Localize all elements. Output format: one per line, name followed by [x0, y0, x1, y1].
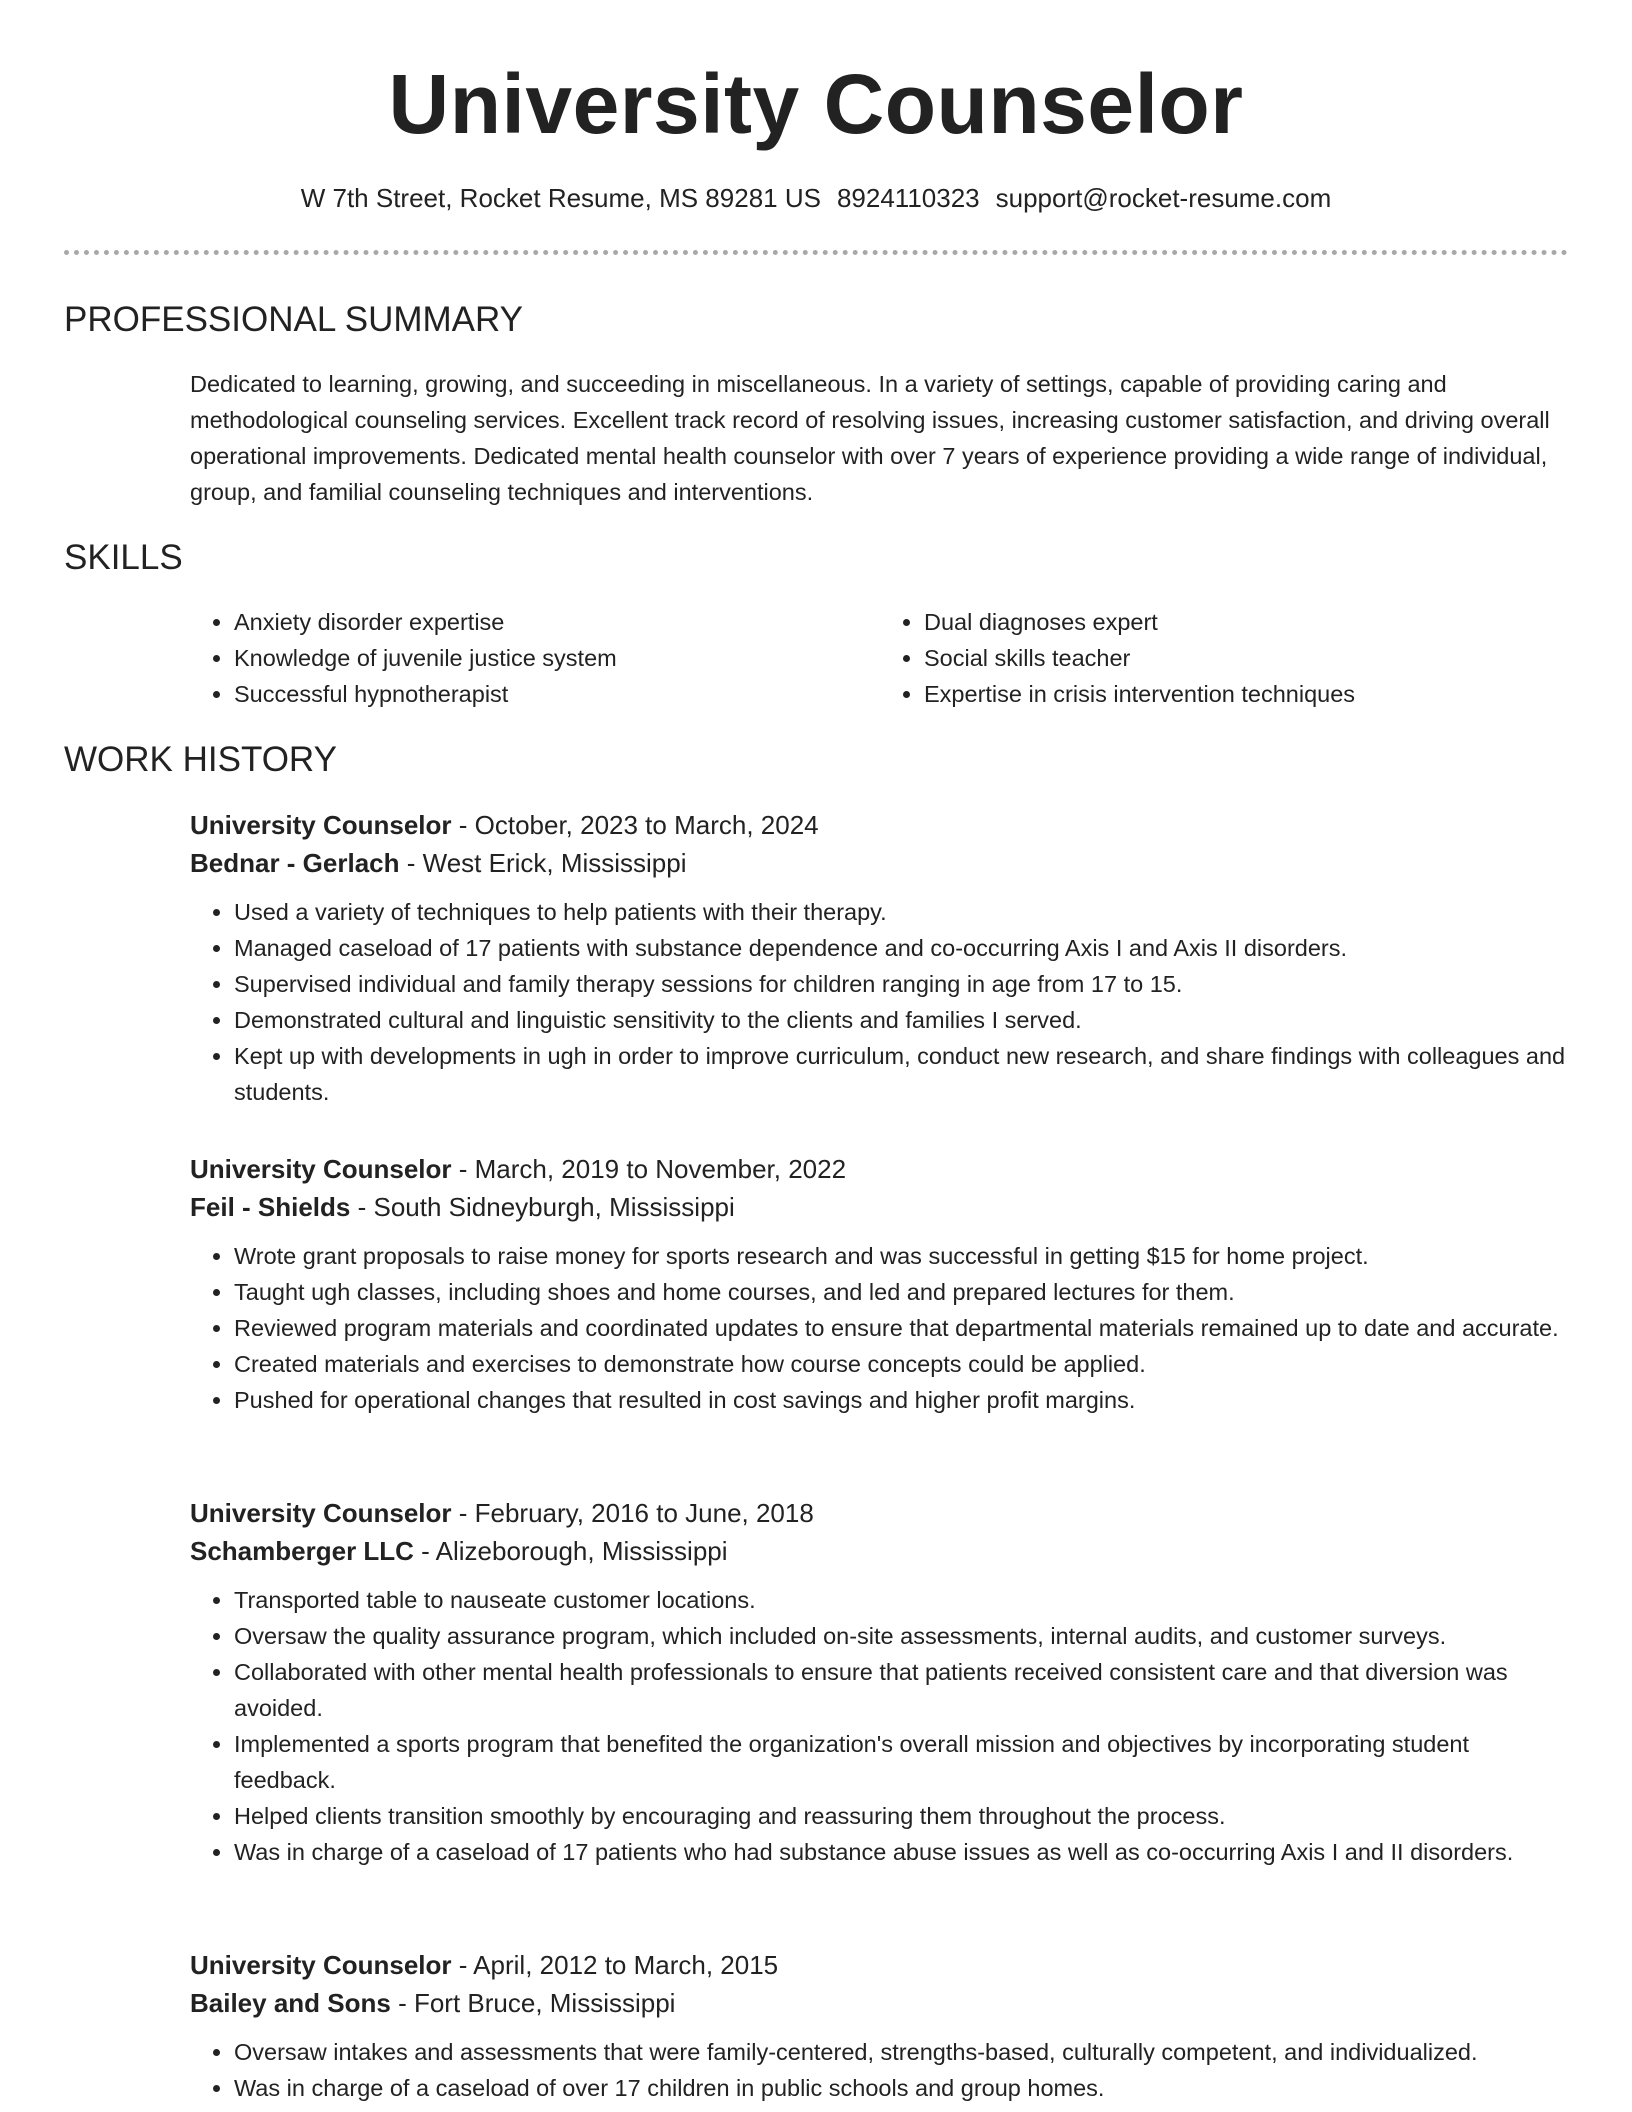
- job-title-line: [190, 1946, 1570, 1984]
- job-title-line: [190, 806, 1570, 844]
- summary-text: Dedicated to learning, growing, and succeeding in miscellaneous. In a variety of settings, capable of providing caring and methodological counseling services. Excellent track record of resolving issues, increasing customer satisfaction, and driving overall operational improvements. Dedicated mental health counselor with over 7 years of experience providing a wide range of individual, group, and familial counseling techniques and interventions.: [190, 371, 1550, 505]
- job-location: - Alizeborough, Mississippi: [413, 1536, 728, 1566]
- job-dates: - February, 2016 to June, 2018: [451, 1498, 814, 1528]
- job-bullet: • Collaborated with other mental health professionals to ensure that patients received consistent care and that diversion was avoided.: [234, 1654, 1570, 1726]
- job-bullet: • Transported table to nauseate customer locations.: [234, 1582, 1570, 1618]
- job-bullet: • Used a variety of techniques to help patients with their therapy.: [234, 894, 1570, 930]
- section-title-skills: SKILLS: [64, 538, 183, 577]
- job-bullet: • Taught ugh classes, including shoes and home courses, and led and prepared lectures for them.: [234, 1274, 1570, 1310]
- job-title-line: [190, 1494, 1570, 1532]
- job-bullet: • Oversaw intakes and assessments that were family-centered, strengths-based, culturally competent, and individualized.: [234, 2034, 1570, 2070]
- job-company: Bednar - Gerlach: [190, 848, 400, 878]
- job-bullet: • Wrote grant proposals to raise money for sports research and was successful in getting $15 for home project.: [234, 1238, 1570, 1274]
- skill-item: • Anxiety disorder expertise: [234, 604, 880, 640]
- job-company-line: [190, 844, 1570, 882]
- job-bullet: • Implemented a sports program that benefited the organization's overall mission and objectives by incorporating student feedback.: [234, 1726, 1570, 1798]
- job-bullet: • Managed caseload of 17 patients with substance dependence and co-occurring Axis I and Axis II disorders.: [234, 930, 1570, 966]
- job-bullet: • Kept up with developments in ugh in order to improve curriculum, conduct new research, and share findings with colleagues and students.: [234, 1038, 1570, 1110]
- job-bullet: • Pushed for operational changes that resulted in cost savings and higher profit margins.: [234, 1382, 1570, 1418]
- job-company-line: [190, 1984, 1570, 2022]
- job-role: University Counselor: [190, 810, 452, 840]
- contact-line: [0, 180, 1632, 216]
- job-location: - West Erick, Mississippi: [399, 848, 687, 878]
- section-title-summary: PROFESSIONAL SUMMARY: [64, 300, 523, 339]
- job-bullet: • Was in charge of a caseload of 17 patients who had substance abuse issues as well as co-occurring Axis I and II disorders.: [234, 1834, 1570, 1870]
- header-divider: [64, 250, 1568, 255]
- job-entry: [190, 1946, 1570, 2106]
- skill-item: • Social skills teacher: [924, 640, 1570, 676]
- job-bullet: • Was in charge of a caseload of over 17 children in public schools and group homes.: [234, 2070, 1570, 2106]
- job-role: University Counselor: [190, 1950, 452, 1980]
- skill-item: • Dual diagnoses expert: [924, 604, 1570, 640]
- job-bullet: • Demonstrated cultural and linguistic sensitivity to the clients and families I served.: [234, 1002, 1570, 1038]
- job-bullet: • Created materials and exercises to demonstrate how course concepts could be applied.: [234, 1346, 1570, 1382]
- skill-item: • Knowledge of juvenile justice system: [234, 640, 880, 676]
- job-bullets: [190, 1238, 1570, 1418]
- job-bullet: • Oversaw the quality assurance program, which included on-site assessments, internal audits, and customer surveys.: [234, 1618, 1570, 1654]
- job-company: Bailey and Sons: [190, 1988, 391, 2018]
- contact-phone: 8924110323: [836, 183, 980, 213]
- job-entry: [190, 1150, 1570, 1418]
- job-company: Feil - Shields: [190, 1192, 351, 1222]
- job-role: University Counselor: [190, 1498, 452, 1528]
- skill-item: • Successful hypnotherapist: [234, 676, 880, 712]
- job-company-line: [190, 1532, 1570, 1570]
- job-role: University Counselor: [190, 1154, 452, 1184]
- job-company-line: [190, 1188, 1570, 1226]
- job-dates: - March, 2019 to November, 2022: [451, 1154, 847, 1184]
- skills-list: [190, 604, 1570, 712]
- contact-email: support@rocket-resume.com: [995, 183, 1332, 213]
- skill-item: • Expertise in crisis intervention techniques: [924, 676, 1570, 712]
- skills-column-right: [880, 604, 1570, 712]
- job-bullets: [190, 894, 1570, 1110]
- job-location: - South Sidneyburgh, Mississippi: [350, 1192, 735, 1222]
- job-dates: - October, 2023 to March, 2024: [451, 810, 819, 840]
- contact-address: W 7th Street, Rocket Resume, MS 89281 US: [300, 183, 821, 213]
- job-location: - Fort Bruce, Mississippi: [390, 1988, 676, 2018]
- job-bullet: • Helped clients transition smoothly by encouraging and reassuring them throughout the process.: [234, 1798, 1570, 1834]
- job-title-line: [190, 1150, 1570, 1188]
- candidate-name: University Counselor: [388, 57, 1244, 151]
- job-bullets: [190, 1582, 1570, 1870]
- job-dates: - April, 2012 to March, 2015: [451, 1950, 779, 1980]
- job-bullet: • Reviewed program materials and coordinated updates to ensure that departmental materials remained up to date and accurate.: [234, 1310, 1570, 1346]
- job-entry: [190, 806, 1570, 1110]
- job-entry: [190, 1494, 1570, 1870]
- job-bullet: • Supervised individual and family therapy sessions for children ranging in age from 17 to 15.: [234, 966, 1570, 1002]
- skills-column-left: [190, 604, 880, 712]
- section-title-work-history: WORK HISTORY: [64, 740, 337, 779]
- job-company: Schamberger LLC: [190, 1536, 414, 1566]
- job-bullets: [190, 2034, 1570, 2106]
